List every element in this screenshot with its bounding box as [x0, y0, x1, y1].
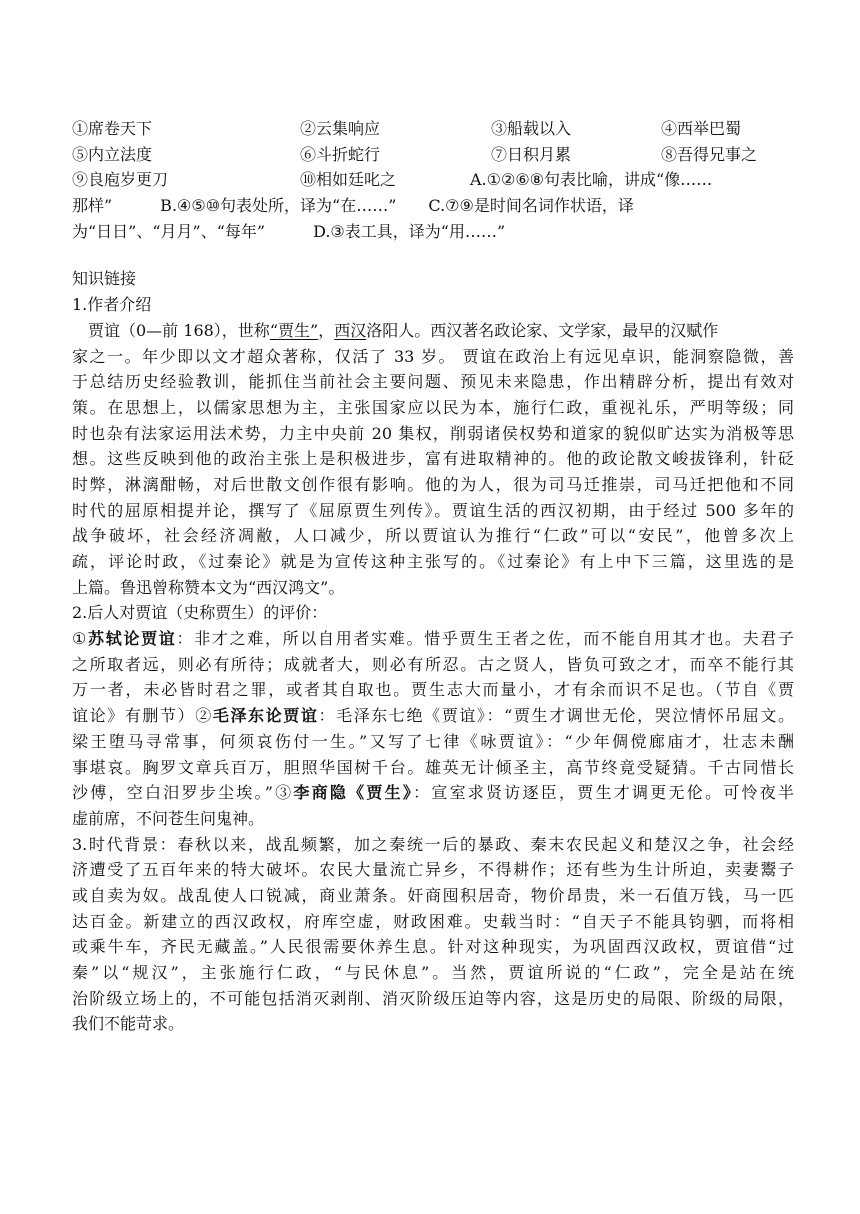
author-intro-line: 策。在思想上，以儒家思想为主，主张国家应以民为本，施行仁政，重视礼乐，严明等级；同	[72, 397, 794, 417]
options-row-1	[72, 116, 794, 142]
answer-a: A.①②⑥⑧句表比喻，讲成“像……	[470, 170, 713, 190]
author-intro-line: 时弊，淋漓酣畅，对后世散文创作很有影响。他的为人，很为司马迁推崇，司马迁把他和不同	[72, 474, 794, 494]
option-item: ⑦日积月累	[491, 144, 572, 164]
background-line: 济遭受了五百年来的特大破坏。农民大量流亡异乡，不得耕作；还有些为生计所迫，卖妻鬻子	[72, 860, 794, 880]
author-intro-first-line: 贾谊（0—前 168），世称“贾生”，西汉洛阳人。西汉著名政论家、文学家，最早的汉赋作	[88, 320, 719, 340]
author-intro-line: 时也杂有法家运用法术势，力主中央前 20 集权，削弱诸侯权势和道家的貌似旷达实为消极等思	[72, 423, 794, 443]
author-intro-title: 1.作者介绍	[72, 295, 152, 315]
background-line: 或自卖为奴。战乱使人口锐减，商业萧条。奸商囤积居奇，物价昂贵，米一石值万钱，马一匹	[72, 885, 794, 905]
background-last-line: 我们不能苛求。	[72, 1014, 185, 1034]
author-intro-last-line: 上篇。鲁迅曾称赞本文为“西汉鸿文”。	[72, 577, 345, 597]
option-item: ②云集响应	[300, 119, 381, 138]
author-intro-line: 战争破坏，社会经济凋敝，人口减少，所以贾谊认为推行“仁政”可以“安民”，他曾多次上	[72, 526, 794, 546]
option-item: ⑤内立法度	[72, 144, 153, 164]
evaluation-line: 谊论》有删节）②毛泽东论贾谊：毛泽东七绝《贾谊》：“贾生才调世无伦，哭泣情怀吊屈文。	[72, 706, 794, 726]
background-line: 达百金。新建立的西汉政权，府库空虚，财政困难。史载当时：“自天子不能具钧驷，而将相	[72, 911, 794, 931]
options-row-3	[72, 167, 794, 193]
evaluation-last-line: 虚前席，不问苍生问鬼神。	[72, 808, 265, 828]
mao-zedong-label: 毛泽东论贾谊	[212, 706, 319, 726]
xihan-term: 西汉	[334, 320, 367, 340]
evaluation-line: 沙傅，空白汨罗步尘埃。”③李商隐《贾生》：宣室求贤访逐臣，贾生才调更无伦。可怜夜半	[72, 783, 794, 803]
author-intro-line: 家之一。年少即以文才超众著称，仅活了 33 岁。 贾谊在政治上有远见卓识，能洞察隐微，善	[72, 346, 794, 366]
background-line: 秦”以“规汉”，主张施行仁政，“与民休息”。当然，贾谊所说的“仁政”，完全是站在统	[72, 963, 794, 982]
options-row-2	[72, 142, 794, 168]
option-item: ③船载以入	[491, 119, 572, 138]
su-shi-label: 苏轼论贾谊	[88, 629, 177, 649]
option-item: ①席卷天下	[72, 119, 153, 138]
li-shangyin-label: 李商隐《贾生》	[293, 783, 414, 803]
evaluation-line: ①苏轼论贾谊：非才之难，所以自用者实难。惜乎贾生王者之佐，而不能自用其才也。夫君子	[72, 629, 794, 649]
evaluation-line: 梁王堕马寻常事，何须哀伤付一生。”又写了七律《咏贾谊》：“少年倜傥廊庙才，壮志未酬	[72, 731, 794, 751]
option-item: ⑧吾得兄事之	[661, 144, 758, 164]
option-item: ⑨良庖岁更刀	[72, 170, 169, 190]
background-line: 3.时代背景：春秋以来，战乱频繁，加之秦统一后的暴政、秦末农民起义和楚汉之争，社会经	[72, 834, 794, 854]
evaluation-line: 事堪哀。胸罗文章兵百万，胆照华国树千台。雄英无计倾圣主，高节终竟受疑猜。千古同惜长	[72, 757, 794, 777]
jiasheng-term: “贾生”	[269, 320, 319, 340]
author-intro-line: 疏，评论时政，《过秦论》就是为宣传这种主张写的。《过秦论》有上中下三篇，这里选的是	[72, 552, 794, 571]
answer-line-3	[72, 219, 794, 245]
answer-text: 那样” B.④⑤⑩句表处所，译为“在……” C.⑦⑨是时间名词作状语，译	[72, 196, 634, 216]
author-intro-line: 想。这些反映到他的政治主张上是积极进步，富有进取精神的。他的政论散文峻拔锋利，针砭	[72, 449, 794, 469]
evaluation-line: 之所取者远，则必有所待；成就者大，则必有所忍。古之贤人，皆负可致之才，而卒不能行其	[72, 654, 794, 674]
document-page	[72, 116, 794, 1037]
author-intro-line: 于总结历史经验教训，能抓住当前社会主要问题、预见未来隐患，作出精辟分析，提出有效对	[72, 372, 794, 392]
background-line: 或乘牛车，齐民无藏盖。”人民很需要休养生息。针对这种现实，为巩固西汉政权，贾谊借“过	[72, 937, 794, 957]
answer-text: 为“日日”、“月月”、“每年” D.③表工具，译为“用……”	[72, 221, 506, 241]
answer-line-2	[72, 193, 794, 219]
option-item: ⑥斗折蛇行	[300, 144, 381, 164]
author-intro-line: 时代的屈原相提并论，撰写了《屈原贾生列传》。贾谊生活的西汉初期，由于经过 500 多年的	[72, 500, 794, 520]
evaluation-title: 2.后人对贾谊（史称贾生）的评价：	[72, 603, 328, 623]
background-line: 治阶级立场上的，不可能包括消灭剥削、消灭阶级压迫等内容，这是历史的局限、阶级的局限，	[72, 988, 794, 1008]
evaluation-line: 万一者，未必皆时君之罪，或者其自取也。贾生志大而量小，才有余而识不足也。（节自《贾	[72, 680, 794, 700]
section-heading: 知识链接	[72, 269, 137, 289]
option-item: ⑩相如廷叱之	[300, 170, 397, 190]
option-item: ④西举巴蜀	[661, 119, 742, 138]
